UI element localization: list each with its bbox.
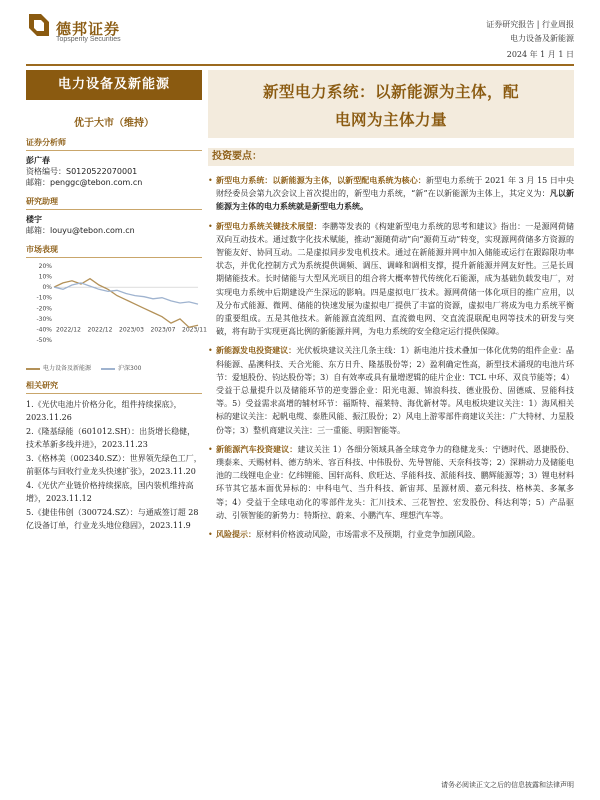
- assistant-name: 楼宇: [26, 215, 42, 224]
- y-tick-label: -20%: [36, 305, 52, 313]
- footer-disclaimer: 请务必阅读正文之后的信息披露和法律声明: [441, 781, 574, 789]
- main-content: [208, 70, 574, 547]
- assistant-email[interactable]: 邮箱：louyu@tebon.com.cn: [26, 226, 135, 235]
- point-generation-advice: • 新能源发电投资建议：光伏板块建议关注几条主线：1）新电池片技术叠加一体化优势的组件企业：晶科能源、晶澳科技、天合光能、东方日升、隆基股份等；2）盈利确定性高，新型技术涌现的电池片环节：爱旭股份、钧达股份等；3）自有效率或具有量增逻辑的硅片企业：TCL 中环、双良节能等；4）受益于总量提升以及储能环节的逆变器企业：阳光电源、锦浪科技、德业股份、固德威、昱能科技等。5）受益需求高增的辅材环节：福斯特、福莱特、海优新材等。风电板块建议关注：1）海风相关标的建议关注：起帆电缆、泰胜风能、振江股份；2）风电上游零部件商建议关注：广大特材、力星股份等；3）整机商建议关注：三一重能、明阳智能等。: [208, 345, 575, 435]
- related-item[interactable]: 3.《格林美（002340.SZ）：世界领先绿色工厂，前驱体与回收行业龙头快速扩张》，2023.11.20: [26, 454, 202, 476]
- related-research-list: [26, 398, 202, 532]
- header-meta: [486, 18, 574, 62]
- related-item[interactable]: 2.《隆基绿能（601012.SH）：出货增长稳健，技术革新多线并进》，2023.11.23: [26, 427, 196, 449]
- market-chart: [26, 262, 207, 372]
- x-tick-label: 2023/11: [182, 326, 207, 334]
- x-tick-label: 2022/12: [56, 326, 81, 334]
- y-tick-label: -10%: [36, 294, 52, 302]
- point-new-power-system: • 新型电力系统：以新能源为主体，以新型配电系统为核心：新型电力系统于 2021 年 3 月 15 日中央财经委员会第九次会议上首次提出的，新型电力系统，“新”在以新能源为主体上，其定义为：凡以新能源为主体的电力系统就是新型电力系统。: [208, 175, 575, 212]
- title-line-1: 新型电力系统：以新能源为主体，配: [262, 82, 519, 101]
- x-tick-label: 2023/03: [119, 326, 144, 334]
- analyst-email[interactable]: 邮箱：penggc@tebon.com.cn: [26, 178, 143, 187]
- series-line-0: [54, 279, 198, 328]
- point-risk: • 风险提示：原材料价格波动风险，市场需求不及预期，行业竞争加剧风险。: [208, 528, 574, 541]
- left-sidebar: [26, 70, 207, 533]
- tebon-logo-icon: [27, 12, 51, 38]
- market-chart-svg: [26, 262, 207, 357]
- y-tick-label: -30%: [36, 315, 52, 323]
- y-tick-label: 20%: [38, 263, 52, 270]
- bullet-icon: •: [208, 444, 213, 454]
- related-item[interactable]: 5.《捷佳伟创（300724.SZ）：与通威签订超 28 亿设备订单，行业龙头地位稳固》，2023.11.9: [26, 508, 199, 530]
- y-tick-label: 0%: [42, 284, 52, 292]
- series-line-1: [54, 283, 198, 304]
- report-header: [0, 0, 600, 64]
- analyst-section-title: 证券分析师: [26, 137, 202, 151]
- related-item[interactable]: 4.《光伏产业链价格持续探底，国内装机维持高增》，2023.11.12: [26, 481, 194, 503]
- x-tick-label: 2023/07: [150, 326, 176, 334]
- key-points-label: 投资要点：: [208, 148, 574, 166]
- y-tick-label: -40%: [36, 326, 52, 334]
- report-title: [208, 70, 574, 138]
- title-line-2: 电网为主体力量: [334, 110, 447, 129]
- related-item[interactable]: 1.《光伏电池片价格分化，组件持续探底》，2023.11.26: [26, 400, 182, 422]
- report-type: 证券研究报告 | 行业周报: [486, 20, 574, 29]
- rating-label: 优于大市（维持）: [74, 118, 154, 129]
- brand-english-name: Topsperity Securities: [56, 36, 121, 43]
- analyst-info: [26, 155, 202, 188]
- report-date: 2024 年 1 月 1 日: [506, 50, 574, 59]
- bullet-icon: •: [208, 176, 213, 185]
- header-divider: [26, 64, 574, 66]
- point-ev-advice: • 新能源汽车投资建议：建议关注 1）各细分领域具备全球竞争力的稳健龙头：宁德时代、恩捷股份、璞泰来、天赐材料、德方纳米、容百科技、中伟股份、先导智能、天奈科技等；2）深耕动力及储能电池的二线锂电企业：亿纬锂能、国轩高科、欣旺达、孚能科技、派能科技、鹏辉能源等；3）锂电材料环节其它基本面优异标的：中科电气、当升科技、新宙邦、星源材质、嘉元科技、格林美、多氟多等；4）受益于全球电动化的零部件龙头：汇川技术、三花智控、宏发股份、科达利等；5）产品驱动、引领智能的新势力：特斯拉、蔚来、小鹏汽车、理想汽车等。: [208, 443, 574, 520]
- x-tick-label: 2022/12: [87, 326, 113, 334]
- analyst-name: 彭广春: [26, 156, 50, 165]
- related-section-title: 相关研究: [26, 380, 202, 394]
- y-tick-label: -50%: [36, 337, 52, 344]
- legend-item-sector: 电力设备及新能源: [26, 363, 91, 372]
- y-tick-label: 10%: [38, 273, 52, 281]
- research-assistant-title: 研究助理: [26, 196, 202, 210]
- chart-legend: [26, 363, 202, 372]
- market-section-title: 市场表现: [26, 244, 202, 258]
- legend-item-hs300: 沪深300: [101, 363, 141, 372]
- key-points-body: [208, 174, 574, 541]
- bullet-icon: •: [208, 346, 213, 356]
- point-key-technologies: • 新型电力系统关键技术展望：李鹏等发表的《构建新型电力系统的思考和建议》指出：一是源网荷储双向互动技术。通过数字化技术赋能，推动“源随荷动”向“源荷互动”转变，实现源网荷储多方资源的智能友好、协同互动。二是虚拟同步发电机技术。通过在新能源并网中加入储能或运行在跟踪限功率状态，并优化控制方式为系统提供调频、调压、调峰和调相支撑，提升新能源并网友好性。三是长周期储能技术。长时储能与大型风光项目的组合将大概率替代传统化石能源，成为基础负载发电厂，对实现电力系统中后期建设产生深远的影响。四是虚拟电厂技术。源网荷储一体化项目的推广应用，以及分布式能源、微网、储能的快速发展为虚拟电厂提供了丰富的资源，虚拟电厂将成为电力系统平衡的重要组成。五是其他技术。新能源直流组网、直流微电网、交直流混联配电网等技术的研发与突破，将有助于实现更高比例的新能源并网，为电力系统的安全稳定运行提供保障。: [208, 220, 574, 337]
- sector-label: 电力设备及新能源: [26, 70, 202, 100]
- header-industry: 电力设备及新能源: [510, 34, 574, 43]
- analyst-cert: 资格编号：S0120522070001: [26, 167, 138, 176]
- assistant-info: [26, 214, 202, 236]
- brand-name: 德邦证券: [56, 20, 121, 38]
- bullet-icon: •: [208, 530, 213, 540]
- bullet-icon: •: [208, 221, 213, 231]
